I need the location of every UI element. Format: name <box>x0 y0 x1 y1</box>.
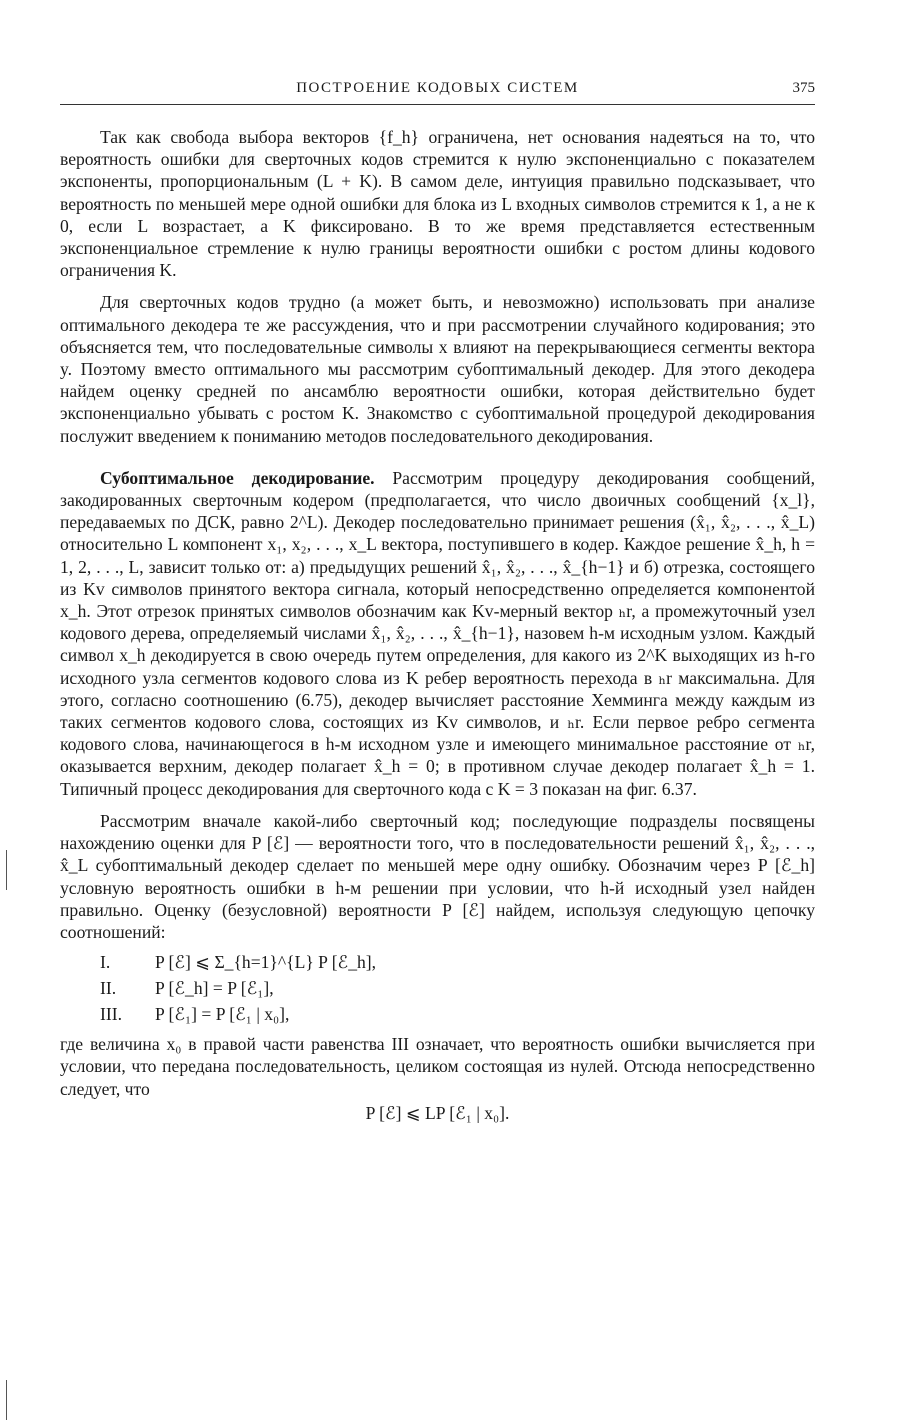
paragraph-1: Так как свобода выбора векторов {f_h} ограничена, нет основания надеяться на то, что вероятность ошибки для сверточных кодов стремится к нулю экспоненциально с показателем экспоненты, пропорциональным (L + K). В самом деле, интуиция правильно подсказывает, что вероятность по меньшей мере одной ошибки для блока из L входных символов стремится к 1, а не к 0, если L возрастает, а K фиксировано. В то же время представляется естественным экспоненциальное стремление к нулю границы вероятности ошибки с ростом длины кодового ограничения K. <box>60 127 815 281</box>
formula-label: II. <box>100 978 117 999</box>
margin-mark <box>6 850 7 890</box>
margin-mark <box>6 1380 7 1420</box>
section-paragraph <box>60 467 815 800</box>
formula-list <box>100 949 815 1027</box>
paragraph-4: Рассмотрим вначале какой-либо сверточный код; последующие подразделы посвящены нахождению оценки для P [ℰ] — вероятности того, что в последовательности решений x̂₁, x̂₂, . . ., x̂_L субоптимальный декодер сделает по меньшей мере одну ошибку. Обозначим через P [ℰ_h] условную вероятность ошибки в h-м решении при условии, что h-й исходный узел найден правильно. Оценку (безусловной) вероятности P [ℰ] найдем, используя следующую цепочку соотношений: <box>60 810 815 942</box>
formula-label: III. <box>100 1004 122 1025</box>
formula-expr: P [ℰ_h] = P [ℰ₁], <box>155 978 274 999</box>
header-rule <box>60 104 815 105</box>
formula-row <box>100 949 815 975</box>
final-formula: P [ℰ] ⩽ LP [ℰ₁ | x₀]. <box>365 1102 510 1123</box>
formula-row <box>100 975 815 1001</box>
formula-expr: P [ℰ] ⩽ Σ_{h=1}^{L} P [ℰ_h], <box>155 952 377 973</box>
page-number: 375 <box>792 80 815 96</box>
formula-expr: P [ℰ₁] = P [ℰ₁ | x₀], <box>155 1004 290 1025</box>
section-heading: Субоптимальное декодирование. <box>100 467 375 488</box>
paragraph-5: где величина x₀ в правой части равенства III означает, что вероятность ошибки вычисляется при условии, что передана последовательность, целиком состоящая из нулей. Отсюда непосредственно следует, что <box>60 1034 815 1099</box>
running-head <box>60 80 815 104</box>
paragraph-2: Для сверточных кодов трудно (а может быть, и невозможно) использовать при анализе оптимального декодера те же рассуждения, что и при рассмотрении случайного кодирования; это объясняется тем, что последовательные символы x влияют на перекрывающиеся сегменты вектора y. Поэтому вместо оптимального мы рассмотрим субоптимальный декодер. Для этого декодера найдем оценку средней по ансамблю вероятности ошибки, которая действительно будет экспоненциально убывать с ростом K. Знакомство с субоптимальной процедурой декодирования послужит введением к пониманию методов последовательного декодирования. <box>60 292 815 446</box>
formula-row <box>100 1001 815 1027</box>
formula-label: I. <box>100 952 111 973</box>
running-title: ПОСТРОЕНИЕ КОДОВЫХ СИСТЕМ <box>296 80 579 96</box>
section-text: Рассмотрим процедуру декодирования сообщений, закодированных сверточным кодером (предполагается, что число двоичных сообщений {x_l}, передаваемых по ДСК, равно 2^L). Декодер последовательно принимает решения (x̂₁, x̂₂, . . ., x̂_L) относительно L компонент x₁, x₂, . . ., x_L вектора, поступившего в кодер. Каждое решение x̂_h, h = 1, 2, . . ., L, зависит только от: а) предыдущих решений x̂₁, x̂₂, . . ., x̂_{h−1} и б) отрезка, состоящего из Kv символов принятого вектора сигнала, который непосредственно определяется компонентой x_h. Этот отрезок принятых символов обозначим как Kv-мерный вектор ₕr, а промежуточный узел кодового дерева, определяемый числами x̂₁, x̂₂, . . ., x̂_{h−1}, назовем h-м исходным узлом. Каждый символ x_h декодируется в свою очередь путем определения, для какого из 2^K выходящих из h-го исходного узла сегментов кодового слова из K ребер вероятность перехода в ₕr максимальна. Для этого, согласно соотношению (6.75), декодер вычисляет расстояние Хемминга между каждым из таких сегментов кодового слова, состоящих из Kv символов, и ₕr. Если первое ребро сегмента кодового слова, начинающегося в h-м исходном узле и имеющего минимальное расстояние от ₕr, оказывается верхним, декодер полагает x̂_h = 0; в противном случае декодер полагает x̂_h = 1. Типичный процесс декодирования для сверточного кода с K = 3 показан на фиг. 6.37. <box>60 467 815 799</box>
page-body <box>60 126 815 1124</box>
